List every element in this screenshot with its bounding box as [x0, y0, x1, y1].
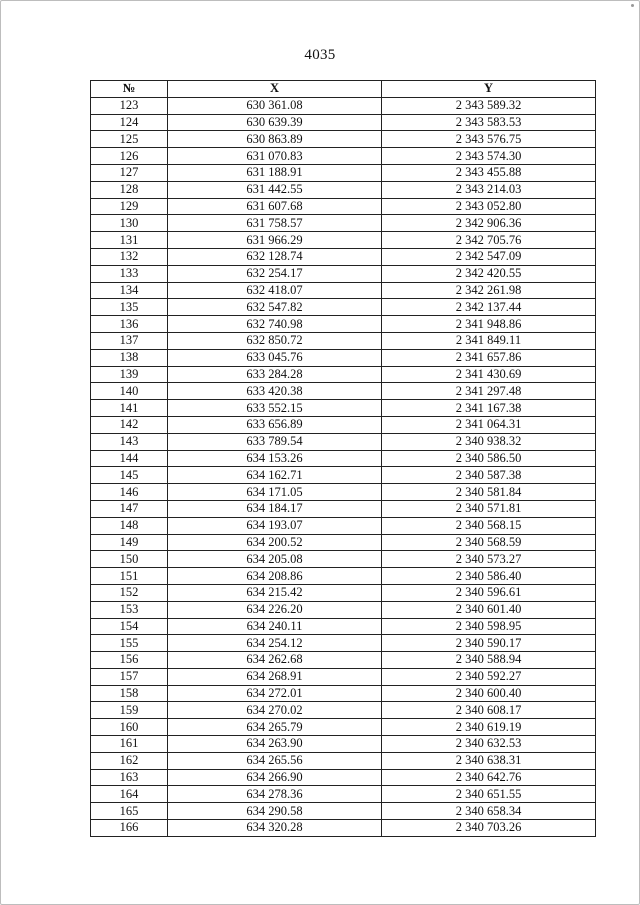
point-number-cell: 166 — [91, 820, 168, 837]
y-coordinate-cell: 2 343 052.80 — [382, 198, 596, 215]
table-row — [91, 198, 596, 215]
point-number-cell: 126 — [91, 148, 168, 165]
x-coordinate-cell: 632 418.07 — [168, 282, 382, 299]
y-coordinate-cell: 2 340 638.31 — [382, 752, 596, 769]
point-number-cell: 137 — [91, 332, 168, 349]
point-number-cell: 152 — [91, 584, 168, 601]
point-number-cell: 143 — [91, 433, 168, 450]
y-coordinate-cell: 2 340 651.55 — [382, 786, 596, 803]
x-coordinate-cell: 631 070.83 — [168, 148, 382, 165]
y-coordinate-cell: 2 341 064.31 — [382, 416, 596, 433]
point-number-cell: 154 — [91, 618, 168, 635]
y-coordinate-cell: 2 340 600.40 — [382, 685, 596, 702]
point-number-cell: 140 — [91, 383, 168, 400]
x-coordinate-cell: 630 863.89 — [168, 131, 382, 148]
point-number-cell: 125 — [91, 131, 168, 148]
y-coordinate-cell: 2 340 581.84 — [382, 484, 596, 501]
table-row — [91, 131, 596, 148]
point-number-cell: 127 — [91, 164, 168, 181]
y-coordinate-cell: 2 340 586.40 — [382, 568, 596, 585]
table-row — [91, 752, 596, 769]
point-number-cell: 138 — [91, 349, 168, 366]
table-row — [91, 349, 596, 366]
x-coordinate-cell: 634 208.86 — [168, 568, 382, 585]
y-coordinate-cell: 2 340 601.40 — [382, 601, 596, 618]
table-row — [91, 568, 596, 585]
table-row — [91, 248, 596, 265]
coordinates-table — [90, 80, 596, 837]
y-coordinate-cell: 2 342 906.36 — [382, 215, 596, 232]
x-coordinate-cell: 634 153.26 — [168, 450, 382, 467]
point-number-cell: 164 — [91, 786, 168, 803]
y-coordinate-cell: 2 341 849.11 — [382, 332, 596, 349]
point-number-cell: 133 — [91, 265, 168, 282]
table-row — [91, 736, 596, 753]
table-row — [91, 181, 596, 198]
y-coordinate-cell: 2 340 592.27 — [382, 668, 596, 685]
y-coordinate-cell: 2 340 590.17 — [382, 635, 596, 652]
table-row — [91, 618, 596, 635]
x-coordinate-cell: 634 193.07 — [168, 517, 382, 534]
x-coordinate-cell: 634 184.17 — [168, 500, 382, 517]
y-coordinate-cell: 2 341 948.86 — [382, 316, 596, 333]
table-row — [91, 215, 596, 232]
x-coordinate-cell: 631 442.55 — [168, 181, 382, 198]
y-coordinate-cell: 2 343 589.32 — [382, 97, 596, 114]
x-coordinate-cell: 630 361.08 — [168, 97, 382, 114]
scan-speck — [631, 4, 634, 7]
y-coordinate-cell: 2 342 705.76 — [382, 232, 596, 249]
table-row — [91, 366, 596, 383]
point-number-cell: 153 — [91, 601, 168, 618]
y-coordinate-cell: 2 342 420.55 — [382, 265, 596, 282]
y-coordinate-cell: 2 342 547.09 — [382, 248, 596, 265]
point-number-cell: 136 — [91, 316, 168, 333]
x-coordinate-cell: 634 254.12 — [168, 635, 382, 652]
x-coordinate-cell: 634 215.42 — [168, 584, 382, 601]
x-coordinate-cell: 633 420.38 — [168, 383, 382, 400]
point-number-cell: 148 — [91, 517, 168, 534]
y-coordinate-cell: 2 340 658.34 — [382, 803, 596, 820]
x-coordinate-cell: 630 639.39 — [168, 114, 382, 131]
x-coordinate-cell: 634 200.52 — [168, 534, 382, 551]
header-x: X — [168, 81, 382, 98]
point-number-cell: 150 — [91, 551, 168, 568]
point-number-cell: 123 — [91, 97, 168, 114]
table-row — [91, 702, 596, 719]
table-row — [91, 786, 596, 803]
table-row — [91, 551, 596, 568]
table-row — [91, 97, 596, 114]
y-coordinate-cell: 2 341 430.69 — [382, 366, 596, 383]
table-row — [91, 114, 596, 131]
x-coordinate-cell: 634 272.01 — [168, 685, 382, 702]
table-row — [91, 517, 596, 534]
y-coordinate-cell: 2 340 596.61 — [382, 584, 596, 601]
x-coordinate-cell: 631 966.29 — [168, 232, 382, 249]
y-coordinate-cell: 2 343 214.03 — [382, 181, 596, 198]
table-row — [91, 416, 596, 433]
x-coordinate-cell: 633 045.76 — [168, 349, 382, 366]
y-coordinate-cell: 2 340 938.32 — [382, 433, 596, 450]
x-coordinate-cell: 634 278.36 — [168, 786, 382, 803]
y-coordinate-cell: 2 340 568.59 — [382, 534, 596, 551]
table-row — [91, 265, 596, 282]
y-coordinate-cell: 2 341 167.38 — [382, 400, 596, 417]
y-coordinate-cell: 2 340 642.76 — [382, 769, 596, 786]
point-number-cell: 132 — [91, 248, 168, 265]
x-coordinate-cell: 634 266.90 — [168, 769, 382, 786]
table-row — [91, 534, 596, 551]
y-coordinate-cell: 2 341 657.86 — [382, 349, 596, 366]
y-coordinate-cell: 2 340 703.26 — [382, 820, 596, 837]
y-coordinate-cell: 2 340 587.38 — [382, 467, 596, 484]
point-number-cell: 160 — [91, 719, 168, 736]
header-y: Y — [382, 81, 596, 98]
point-number-cell: 149 — [91, 534, 168, 551]
y-coordinate-cell: 2 340 571.81 — [382, 500, 596, 517]
x-coordinate-cell: 633 552.15 — [168, 400, 382, 417]
y-coordinate-cell: 2 340 632.53 — [382, 736, 596, 753]
y-coordinate-cell: 2 340 588.94 — [382, 652, 596, 669]
x-coordinate-cell: 631 607.68 — [168, 198, 382, 215]
table-row — [91, 719, 596, 736]
point-number-cell: 165 — [91, 803, 168, 820]
x-coordinate-cell: 631 758.57 — [168, 215, 382, 232]
table-body — [91, 97, 596, 836]
x-coordinate-cell: 632 128.74 — [168, 248, 382, 265]
table-row — [91, 635, 596, 652]
point-number-cell: 145 — [91, 467, 168, 484]
x-coordinate-cell: 634 270.02 — [168, 702, 382, 719]
table-row — [91, 316, 596, 333]
table-row — [91, 584, 596, 601]
point-number-cell: 134 — [91, 282, 168, 299]
table-row — [91, 467, 596, 484]
y-coordinate-cell: 2 343 576.75 — [382, 131, 596, 148]
table-row — [91, 500, 596, 517]
y-coordinate-cell: 2 342 261.98 — [382, 282, 596, 299]
y-coordinate-cell: 2 341 297.48 — [382, 383, 596, 400]
point-number-cell: 151 — [91, 568, 168, 585]
table-row — [91, 400, 596, 417]
table-row — [91, 450, 596, 467]
y-coordinate-cell: 2 340 586.50 — [382, 450, 596, 467]
x-coordinate-cell: 633 789.54 — [168, 433, 382, 450]
x-coordinate-cell: 634 205.08 — [168, 551, 382, 568]
x-coordinate-cell: 634 263.90 — [168, 736, 382, 753]
table-row — [91, 652, 596, 669]
x-coordinate-cell: 634 240.11 — [168, 618, 382, 635]
x-coordinate-cell: 631 188.91 — [168, 164, 382, 181]
point-number-cell: 161 — [91, 736, 168, 753]
table-row — [91, 803, 596, 820]
x-coordinate-cell: 632 740.98 — [168, 316, 382, 333]
table-row — [91, 299, 596, 316]
table-row — [91, 601, 596, 618]
page-number: 4035 — [304, 47, 336, 63]
x-coordinate-cell: 633 656.89 — [168, 416, 382, 433]
x-coordinate-cell: 634 265.56 — [168, 752, 382, 769]
x-coordinate-cell: 632 254.17 — [168, 265, 382, 282]
point-number-cell: 146 — [91, 484, 168, 501]
point-number-cell: 162 — [91, 752, 168, 769]
point-number-cell: 130 — [91, 215, 168, 232]
y-coordinate-cell: 2 340 568.15 — [382, 517, 596, 534]
table-row — [91, 433, 596, 450]
point-number-cell: 124 — [91, 114, 168, 131]
point-number-cell: 141 — [91, 400, 168, 417]
point-number-cell: 158 — [91, 685, 168, 702]
y-coordinate-cell: 2 340 608.17 — [382, 702, 596, 719]
point-number-cell: 157 — [91, 668, 168, 685]
y-coordinate-cell: 2 342 137.44 — [382, 299, 596, 316]
x-coordinate-cell: 634 290.58 — [168, 803, 382, 820]
x-coordinate-cell: 632 850.72 — [168, 332, 382, 349]
x-coordinate-cell: 632 547.82 — [168, 299, 382, 316]
point-number-cell: 163 — [91, 769, 168, 786]
y-coordinate-cell: 2 340 573.27 — [382, 551, 596, 568]
y-coordinate-cell: 2 340 598.95 — [382, 618, 596, 635]
point-number-cell: 155 — [91, 635, 168, 652]
point-number-cell: 135 — [91, 299, 168, 316]
x-coordinate-cell: 634 226.20 — [168, 601, 382, 618]
point-number-cell: 131 — [91, 232, 168, 249]
x-coordinate-cell: 634 171.05 — [168, 484, 382, 501]
table-row — [91, 282, 596, 299]
table-row — [91, 820, 596, 837]
x-coordinate-cell: 634 262.68 — [168, 652, 382, 669]
table-row — [91, 232, 596, 249]
y-coordinate-cell: 2 343 455.88 — [382, 164, 596, 181]
point-number-cell: 142 — [91, 416, 168, 433]
table-row — [91, 148, 596, 165]
point-number-cell: 129 — [91, 198, 168, 215]
point-number-cell: 147 — [91, 500, 168, 517]
x-coordinate-cell: 633 284.28 — [168, 366, 382, 383]
x-coordinate-cell: 634 265.79 — [168, 719, 382, 736]
x-coordinate-cell: 634 268.91 — [168, 668, 382, 685]
point-number-cell: 139 — [91, 366, 168, 383]
table-row — [91, 685, 596, 702]
header-number: № — [91, 81, 168, 98]
y-coordinate-cell: 2 343 574.30 — [382, 148, 596, 165]
table-row — [91, 668, 596, 685]
y-coordinate-cell: 2 340 619.19 — [382, 719, 596, 736]
point-number-cell: 156 — [91, 652, 168, 669]
point-number-cell: 144 — [91, 450, 168, 467]
y-coordinate-cell: 2 343 583.53 — [382, 114, 596, 131]
table-row — [91, 383, 596, 400]
point-number-cell: 159 — [91, 702, 168, 719]
x-coordinate-cell: 634 320.28 — [168, 820, 382, 837]
point-number-cell: 128 — [91, 181, 168, 198]
table-row — [91, 164, 596, 181]
table-row — [91, 484, 596, 501]
table-header-row — [91, 81, 596, 98]
x-coordinate-cell: 634 162.71 — [168, 467, 382, 484]
table-row — [91, 332, 596, 349]
table-row — [91, 769, 596, 786]
